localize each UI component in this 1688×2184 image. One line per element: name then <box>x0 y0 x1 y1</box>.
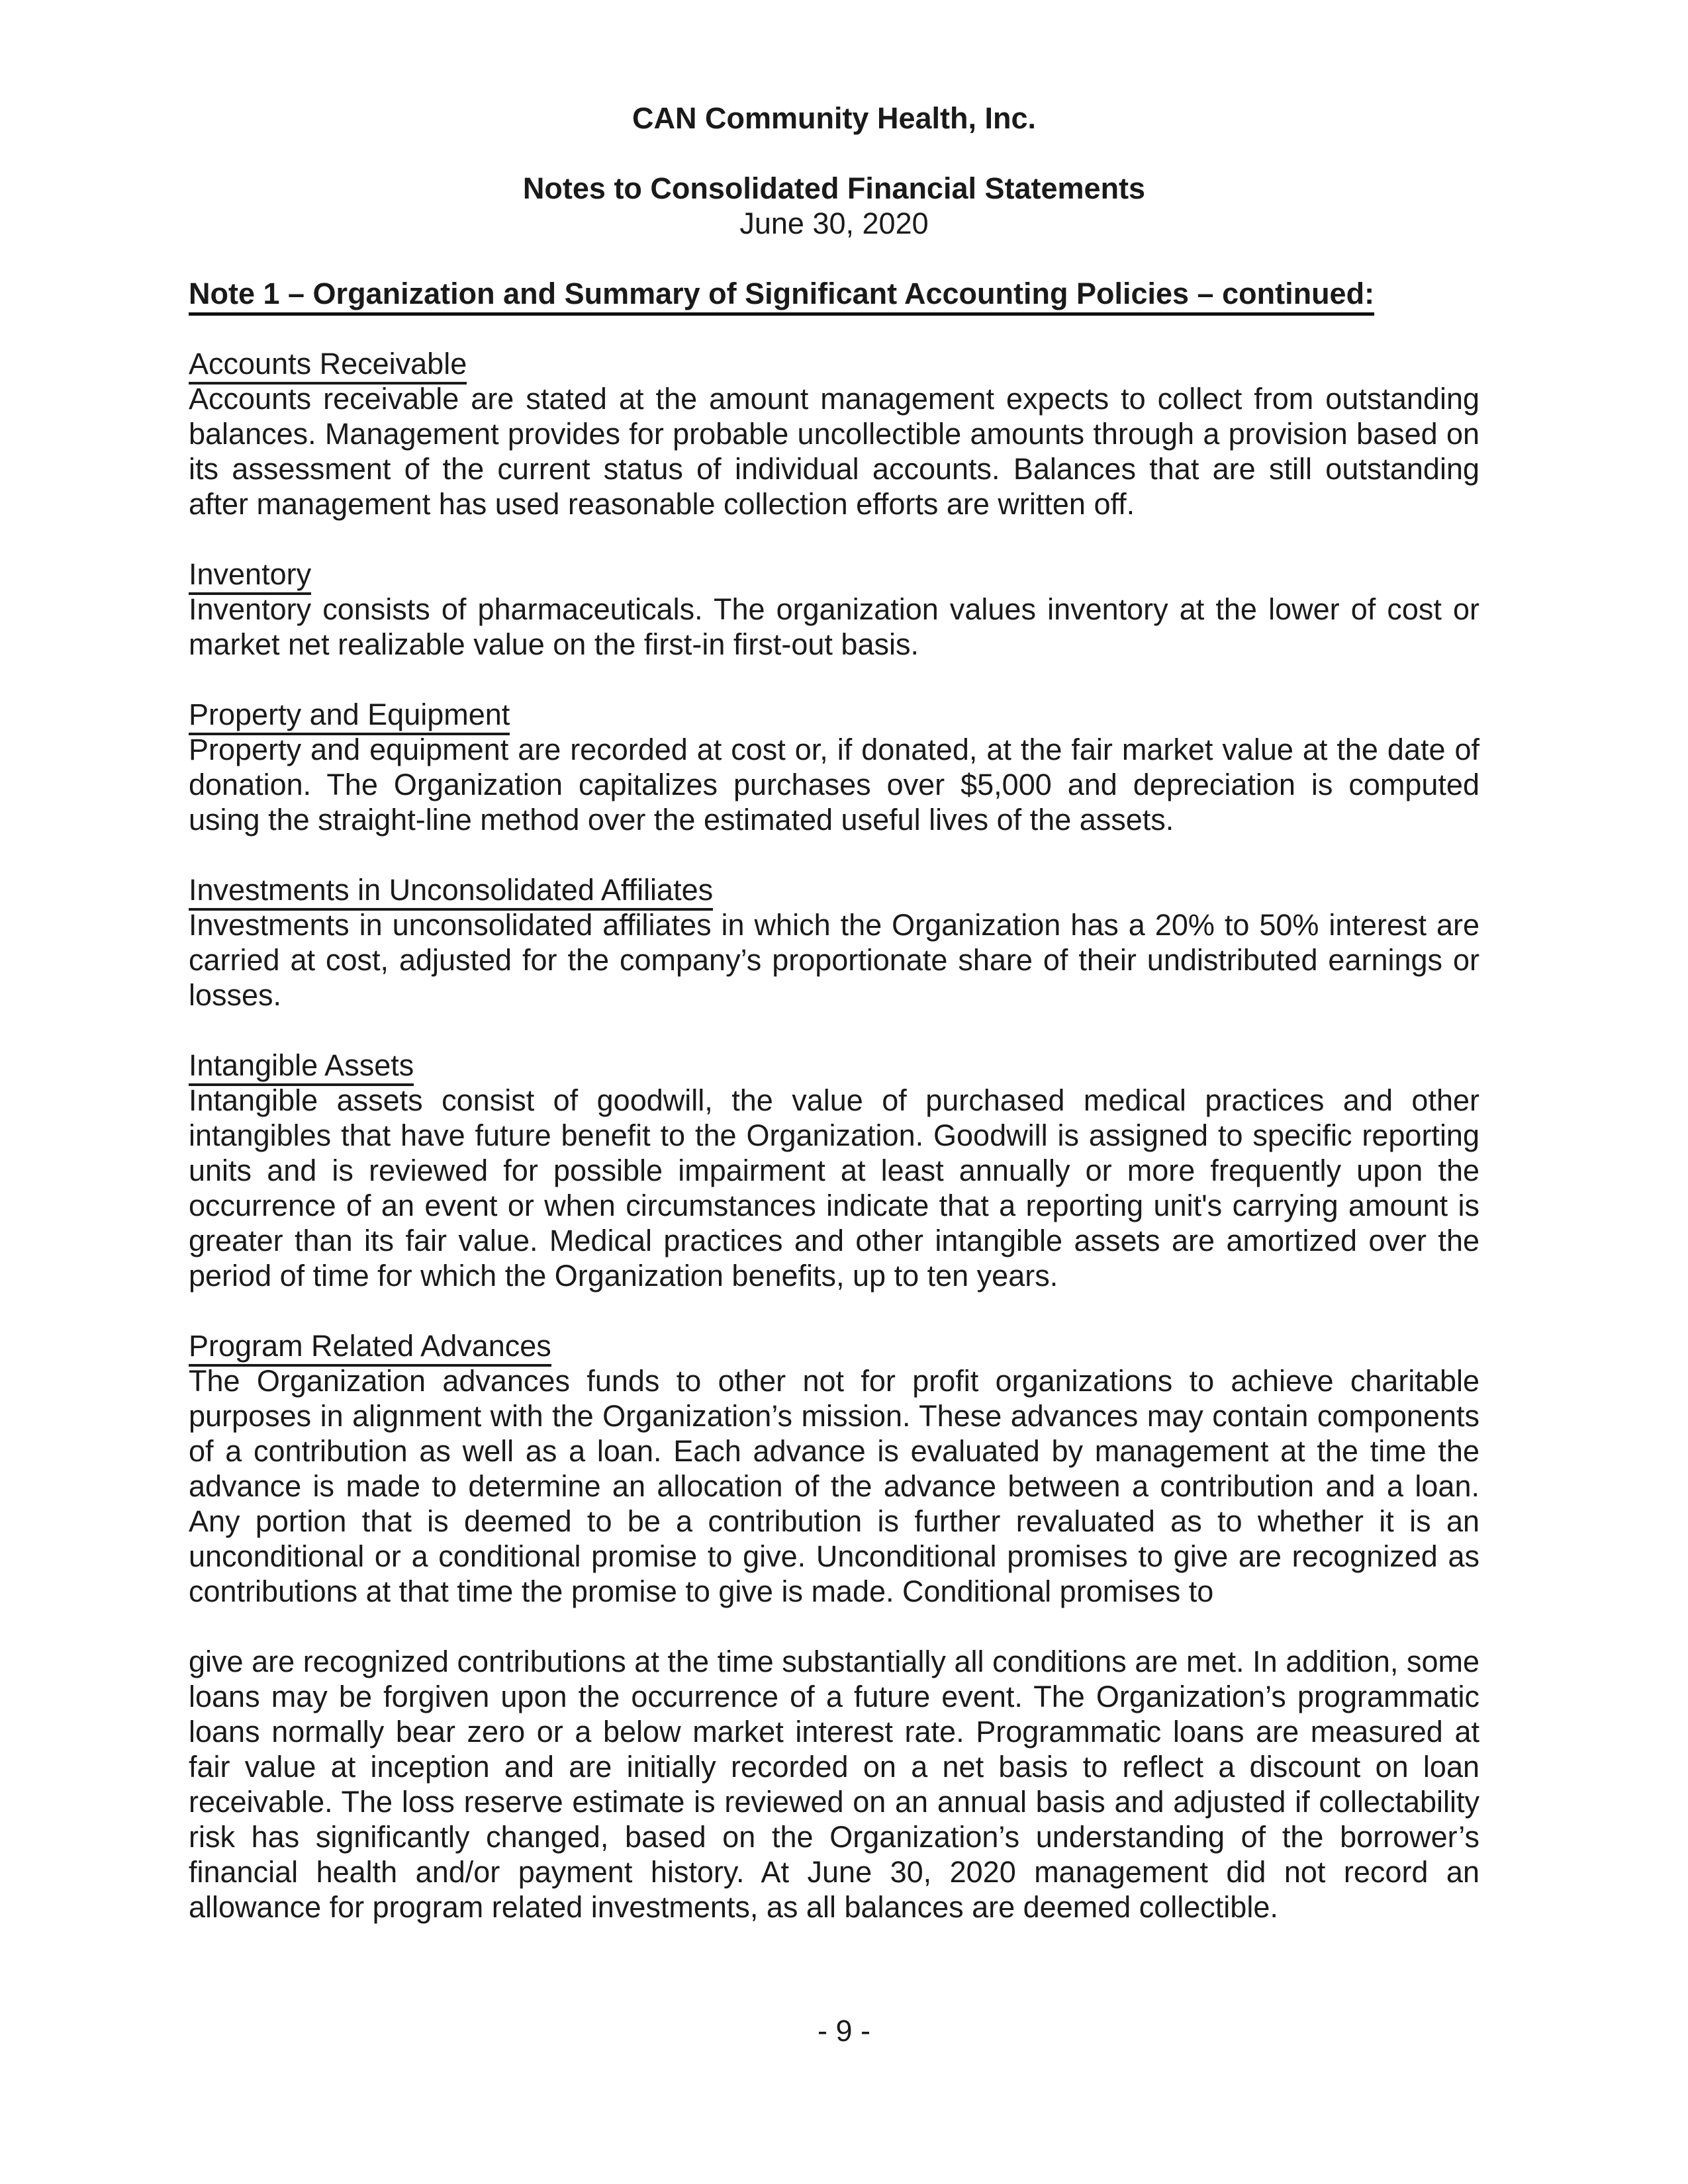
document-header <box>189 101 1479 241</box>
page-footer <box>0 2013 1688 2048</box>
section-inventory <box>189 557 1479 662</box>
section-body-accounts-receivable: Accounts receivable are stated at the amount management expects to collect from outstanding balances. Management provides for probable uncollectible amounts through a provision based on its assessment of the current status of individual accounts. Balances that are still outstanding after management has used reasonable collection efforts are written off. <box>189 382 1479 521</box>
section-heading-program-related-advances: Program Related Advances <box>189 1329 551 1367</box>
section-body-program-related-advances: The Organization advances funds to other not for profit organizations to achieve charitable purposes in alignment with the Organization’s mission. These advances may contain components of a contribution as well as a loan. Each advance is evaluated by management at the time the advance is made to determine an allocation of the advance between a contribution and a loan. Any portion that is deemed to be a contribution is further revaluated as to whether it is an unconditional or a conditional promise to give. Unconditional promises to give are recognized as contributions at that time the promise to give is made. Conditional promises to <box>189 1364 1479 1608</box>
section-body-program-related-advances-continued: give are recognized contributions at the time substantially all conditions are met. In addition, some loans may be forgiven upon the occurrence of a future event. The Organization’s programmatic loans normally bear zero or a below market interest rate. Programmatic loans are measured at fair value at inception and are initially recorded on a net basis to reflect a discount on loan receivable. The loss reserve estimate is reviewed on an annual basis and adjusted if collectability risk has significantly changed, based on the Organization’s understanding of the borrower’s financial health and/or payment history. At June 30, 2020 management did not record an allowance for program related investments, as all balances are deemed collectible. <box>189 1645 1479 1924</box>
note-1-heading: Note 1 – Organization and Summary of Significant Accounting Policies – continued: <box>189 277 1374 316</box>
page-number: - 9 - <box>817 2014 870 2048</box>
section-program-related-advances-continued <box>189 1644 1479 1925</box>
section-accounts-receivable <box>189 346 1479 522</box>
doc-title: Notes to Consolidated Financial Statements <box>522 171 1146 205</box>
doc-date: June 30, 2020 <box>739 206 929 240</box>
section-program-related-advances <box>189 1328 1479 1609</box>
note-1-heading-row <box>189 276 1479 311</box>
section-body-property-and-equipment: Property and equipment are recorded at cost or, if donated, at the fair market value at the date of donation. The Organization capitalizes purchases over $5,000 and depreciation is computed using the straight-line method over the estimated useful lives of the assets. <box>189 733 1479 837</box>
section-heading-property-and-equipment: Property and Equipment <box>189 698 510 735</box>
section-investments-unconsolidated-affiliates <box>189 872 1479 1013</box>
section-heading-accounts-receivable: Accounts Receivable <box>189 347 467 385</box>
section-heading-investments-unconsolidated-affiliates: Investments in Unconsolidated Affiliates <box>189 873 713 911</box>
section-body-inventory: Inventory consists of pharmaceuticals. The organization values inventory at the lower of cost or market net realizable value on the first-in first-out basis. <box>189 592 1479 661</box>
section-body-investments-unconsolidated-affiliates: Investments in unconsolidated affiliates in which the Organization has a 20% to 50% interest are carried at cost, adjusted for the company’s proportionate share of their undistributed earnings or losses. <box>189 908 1479 1012</box>
section-heading-inventory: Inventory <box>189 557 311 595</box>
section-body-intangible-assets: Intangible assets consist of goodwill, the value of purchased medical practices and other intangibles that have future benefit to the Organization. Goodwill is assigned to specific reporting units and is reviewed for possible impairment at least annually or more frequently upon the occurrence of an event or when circumstances indicate that a reporting unit's carrying amount is greater than its fair value. Medical practices and other intangible assets are amortized over the period of time for which the Organization benefits, up to ten years. <box>189 1083 1479 1293</box>
org-name: CAN Community Health, Inc. <box>632 101 1037 135</box>
section-heading-intangible-assets: Intangible Assets <box>189 1048 414 1086</box>
section-intangible-assets <box>189 1048 1479 1293</box>
section-property-and-equipment <box>189 697 1479 837</box>
